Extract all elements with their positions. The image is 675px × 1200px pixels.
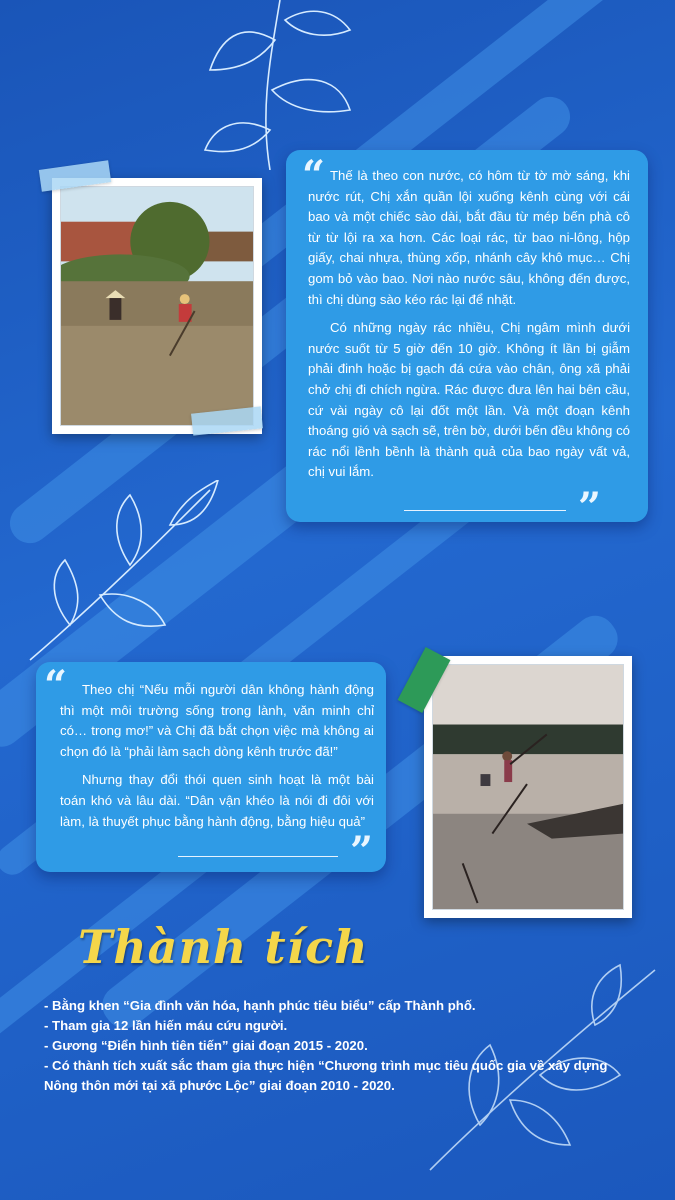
- canal-cleanup-photo: [61, 187, 253, 425]
- quote-card-1: [286, 150, 648, 531]
- achievements-list: [44, 996, 644, 1096]
- leaf-branch-top-icon: [200, 0, 360, 170]
- photo-river-workers: [424, 656, 632, 918]
- quote-card-1-paragraph: Thế là theo con nước, có hôm từ tờ mờ sáng, khi nước rút, Chị xắn quần lội xuống kênh cùng với cái bao và một chiếc sào dài, bắt đầu từ mép bến phà cô từ từ lội ra xa hơn. Các loại rác, từ bao ni-lông, hộp giấy, chai nhựa, thùng xốp, nhánh cây khô mục… Chị gom bỏ vào bao. Nơi nào nước sâu, không đến được, thì chị dùng sào kéo rác lại để nhặt.: [308, 168, 630, 307]
- achievement-item: - Bằng khen “Gia đình văn hóa, hạnh phúc tiêu biểu” cấp Thành phố.: [44, 998, 476, 1013]
- river-photo: [433, 665, 623, 909]
- close-quote-icon: ”: [350, 828, 374, 875]
- achievements-title: Thành tích: [78, 920, 369, 974]
- quote-card-1-paragraph: Có những ngày rác nhiều, Chị ngâm mình dưới nước suốt từ 5 giờ đến 10 giờ. Không ít lần bị giẫm phải đinh hoặc bị gạch đá cứa vào chân, ông xã phải chở chị đi chích ngừa. Rác được đưa lên hai bên cầu, cứ vài ngày cô lại đốt một lần. Và một đoạn kênh thoáng gió và sạch sẽ, trên bờ, dưới bến đều không có rác nổi lềnh bềnh là thành quả của bao ngày vất vả, chị vui lắm.: [308, 320, 630, 480]
- achievement-item: - Gương “Điển hình tiên tiến” giai đoạn 2015 - 2020.: [44, 1038, 368, 1053]
- quote-card-2-paragraph: Nhưng thay đổi thói quen sinh hoạt là một bài toán khó và lâu dài. “Dân vận khéo là nói đi đôi với làm, là thuyết phục bằng hành động, bằng hiệu quả”: [60, 772, 374, 829]
- achievement-item: - Có thành tích xuất sắc tham gia thực hiện “Chương trình mục tiêu quốc gia về xây dựng Nông thôn mới tại xã phước Lộc” giai đoạn 2010 - 2020.: [44, 1058, 608, 1093]
- quote-card-2-paragraph: Theo chị “Nếu mỗi người dân không hành động thì một môi trường sống trong lành, văn minh chỉ có… trong mơ!” và Chị đã bắt chọn việc mà không ai chọn đó là “phải làm sạch dòng kênh trước đã!”: [60, 682, 374, 759]
- photo-women-collecting-trash: [52, 178, 262, 434]
- leaf-branch-mid-icon: [20, 480, 220, 670]
- quote-card-2: [36, 662, 386, 875]
- achievement-item: - Tham gia 12 lần hiến máu cứu người.: [44, 1018, 288, 1033]
- open-quote-icon: “: [44, 662, 68, 709]
- close-quote-icon: ”: [578, 484, 602, 531]
- divider: [404, 510, 566, 511]
- divider: [178, 856, 338, 857]
- open-quote-icon: “: [302, 152, 326, 199]
